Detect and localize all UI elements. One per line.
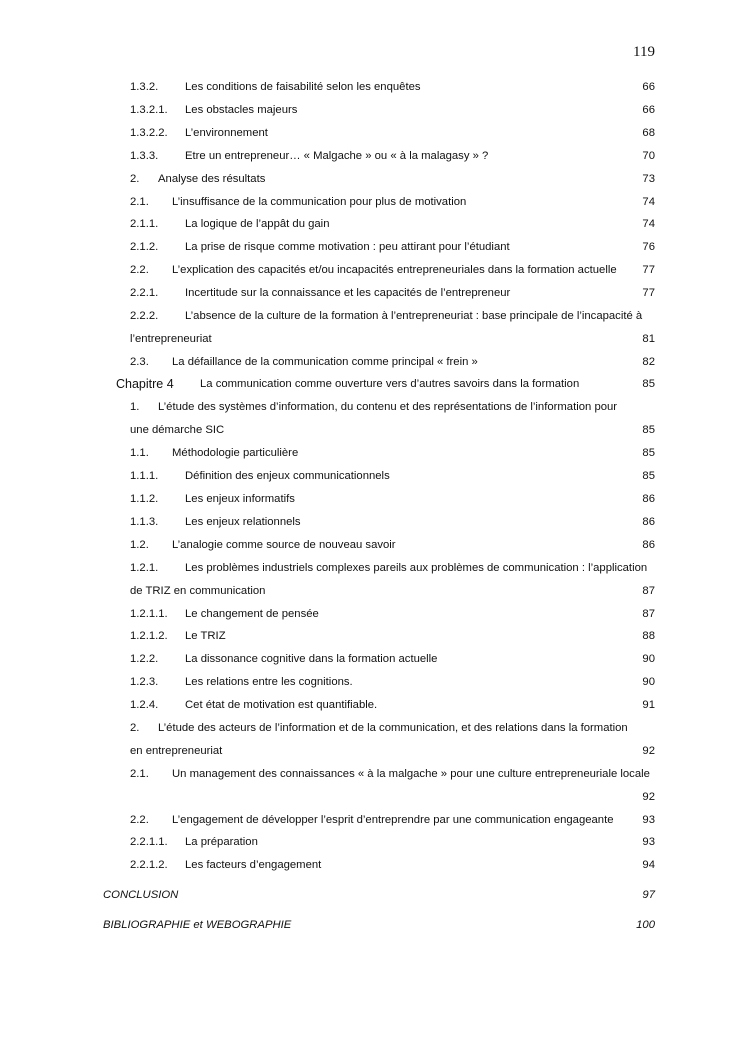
entry-page: 86 bbox=[642, 539, 655, 551]
entry-page: 92 bbox=[642, 745, 655, 757]
entry-page: 82 bbox=[642, 356, 655, 368]
entry-title: Incertitude sur la connaissance et les capacités de l’entrepreneur bbox=[185, 287, 511, 299]
entry-page: 86 bbox=[642, 493, 655, 505]
entry-page: 76 bbox=[642, 241, 655, 253]
entry-number: 1.2.1. bbox=[130, 562, 159, 574]
entry-number: 2.3. bbox=[130, 356, 149, 368]
entry-title-continuation: en entrepreneuriat bbox=[130, 745, 223, 757]
entry-title: L’engagement de développer l’esprit d’entreprendre par une communication engageante bbox=[172, 814, 614, 826]
entry-number: 1.2.2. bbox=[130, 653, 159, 665]
entry-number: 2.1. bbox=[130, 768, 149, 780]
entry-page: 85 bbox=[642, 424, 655, 436]
entry-page: 91 bbox=[642, 699, 655, 711]
entry-number: 1.2.3. bbox=[130, 676, 159, 688]
entry-page: 66 bbox=[642, 81, 655, 93]
entry-page: 77 bbox=[642, 287, 655, 299]
entry-number: 1.1.3. bbox=[130, 516, 159, 528]
entry-number: 2.1. bbox=[130, 196, 149, 208]
entry-title: L’environnement bbox=[185, 127, 268, 139]
entry-number: 1.1.2. bbox=[130, 493, 159, 505]
entry-title: Définition des enjeux communicationnels bbox=[185, 470, 390, 482]
conclusion-title: CONCLUSION bbox=[103, 889, 179, 901]
entry-title: Le changement de pensée bbox=[185, 608, 319, 620]
entry-number: 1.2.1.2. bbox=[130, 630, 168, 642]
entry-page: 87 bbox=[642, 585, 655, 597]
entry-title: Les relations entre les cognitions. bbox=[185, 676, 353, 688]
entry-page: 70 bbox=[642, 150, 655, 162]
entry-number: 1.3.3. bbox=[130, 150, 159, 162]
entry-number: 2.2. bbox=[130, 264, 149, 276]
entry-page: 93 bbox=[642, 814, 655, 826]
entry-page: 85 bbox=[642, 447, 655, 459]
entry-number: 2.2. bbox=[130, 814, 149, 826]
entry-page: 86 bbox=[642, 516, 655, 528]
entry-number: 2.2.1.2. bbox=[130, 859, 168, 871]
entry-title-continuation: l’entrepreneuriat bbox=[130, 333, 212, 345]
entry-title: L’étude des systèmes d’information, du contenu et des représentations de l’information pour bbox=[158, 401, 618, 413]
entry-page: 81 bbox=[642, 333, 655, 345]
entry-title: La dissonance cognitive dans la formation actuelle bbox=[185, 653, 438, 665]
entry-number: 2.2.1.1. bbox=[130, 836, 168, 848]
entry-title: La communication comme ouverture vers d’autres savoirs dans la formation bbox=[200, 378, 580, 390]
entry-title: La défaillance de la communication comme principal « frein » bbox=[172, 356, 478, 368]
entry-page: 90 bbox=[642, 653, 655, 665]
entry-number: 1.3.2. bbox=[130, 81, 159, 93]
bibliography-page: 100 bbox=[636, 919, 655, 931]
entry-title: L’étude des acteurs de l’information et de la communication, et des relations dans la formation bbox=[158, 722, 628, 734]
entry-title: La prise de risque comme motivation : peu attirant pour l’étudiant bbox=[185, 241, 510, 253]
entry-title: Les obstacles majeurs bbox=[185, 104, 298, 116]
chapter-label: Chapitre 4 bbox=[116, 377, 174, 391]
entry-title: L’absence de la culture de la formation à l’entrepreneuriat : base principale de l’incapacité à bbox=[185, 310, 643, 322]
entry-number: 2.2.1. bbox=[130, 287, 159, 299]
entry-page: 88 bbox=[642, 630, 655, 642]
entry-title-continuation: une démarche SIC bbox=[130, 424, 225, 436]
entry-title: La logique de l’appât du gain bbox=[185, 218, 330, 230]
entry-title: Les conditions de faisabilité selon les enquêtes bbox=[185, 81, 421, 93]
entry-number: 2. bbox=[130, 722, 140, 734]
entry-page: 92 bbox=[642, 791, 655, 803]
entry-number: 1.1. bbox=[130, 447, 149, 459]
entry-page: 85 bbox=[642, 378, 655, 390]
entry-page: 85 bbox=[642, 470, 655, 482]
entry-number: 1. bbox=[130, 401, 140, 413]
entry-page: 74 bbox=[642, 196, 655, 208]
entry-page: 93 bbox=[642, 836, 655, 848]
entry-number: 2.1.1. bbox=[130, 218, 159, 230]
entry-number: 1.2.1.1. bbox=[130, 608, 168, 620]
entry-number: 2.2.2. bbox=[130, 310, 159, 322]
entry-number: 1.1.1. bbox=[130, 470, 159, 482]
entry-number: 2.1.2. bbox=[130, 241, 159, 253]
entry-number: 2. bbox=[130, 173, 140, 185]
entry-title: Le TRIZ bbox=[185, 630, 226, 642]
entry-page: 73 bbox=[642, 173, 655, 185]
entry-page: 94 bbox=[642, 859, 655, 871]
entry-title: L’explication des capacités et/ou incapacités entrepreneuriales dans la formation actuelle bbox=[172, 264, 617, 276]
entry-title: La préparation bbox=[185, 836, 258, 848]
entry-title: L’insuffisance de la communication pour plus de motivation bbox=[172, 196, 467, 208]
page-number: 119 bbox=[633, 44, 655, 60]
entry-title: Les enjeux relationnels bbox=[185, 516, 301, 528]
entry-title: Cet état de motivation est quantifiable. bbox=[185, 699, 378, 711]
entry-title: Etre un entrepreneur… « Malgache » ou « à la malagasy » ? bbox=[185, 150, 489, 162]
entry-number: 1.3.2.1. bbox=[130, 104, 168, 116]
entry-title: Les facteurs d’engagement bbox=[185, 859, 322, 871]
entry-page: 77 bbox=[642, 264, 655, 276]
entry-page: 66 bbox=[642, 104, 655, 116]
entry-title: Analyse des résultats bbox=[158, 173, 266, 185]
entry-page: 87 bbox=[642, 608, 655, 620]
bibliography-title: BIBLIOGRAPHIE et WEBOGRAPHIE bbox=[103, 919, 292, 931]
entry-title: Un management des connaissances « à la malgache » pour une culture entrepreneuriale locale bbox=[172, 768, 650, 780]
entry-page: 74 bbox=[642, 218, 655, 230]
entry-page: 68 bbox=[642, 127, 655, 139]
entry-title-continuation: de TRIZ en communication bbox=[130, 585, 266, 597]
entry-number: 1.3.2.2. bbox=[130, 127, 168, 139]
conclusion-page: 97 bbox=[642, 889, 655, 901]
entry-title: L’analogie comme source de nouveau savoir bbox=[172, 539, 396, 551]
entry-number: 1.2.4. bbox=[130, 699, 159, 711]
entry-page: 90 bbox=[642, 676, 655, 688]
entry-title: Les enjeux informatifs bbox=[185, 493, 295, 505]
entry-number: 1.2. bbox=[130, 539, 149, 551]
entry-title: Les problèmes industriels complexes pareils aux problèmes de communication : l’application bbox=[185, 562, 648, 574]
entry-title: Méthodologie particulière bbox=[172, 447, 299, 459]
